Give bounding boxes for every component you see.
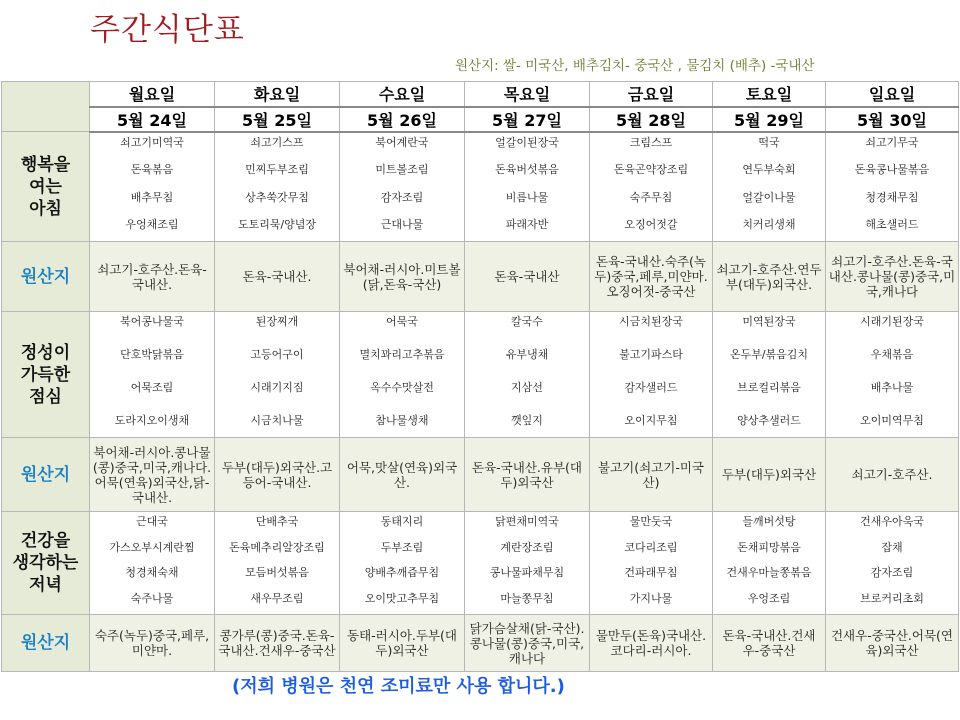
- origin-cell: 동태-러시아.두부(대두)외국산: [340, 615, 465, 672]
- origin-label: 원산지: [2, 242, 90, 312]
- date-header: 5월 30일: [826, 107, 959, 132]
- lunch-row: [2, 312, 959, 438]
- dinner-label: 건강을 생각하는 저녁: [2, 512, 90, 615]
- menu-cell: 크림스프 돈육곤약장조림 숙주무침 오징어젓갈: [590, 132, 713, 242]
- origin-label: 원산지: [2, 438, 90, 512]
- lunch-label: 정성이 가득한 점심: [2, 312, 90, 438]
- date-header: 5월 25일: [215, 107, 340, 132]
- date-header: 5월 24일: [90, 107, 215, 132]
- menu-cell: 동태지리 두부조림 양배추깨즙무침 오이맛고추무침: [340, 512, 465, 615]
- menu-cell: 닭편채미역국 계란장조림 콩나물파채무침 마늘쫑무침: [465, 512, 590, 615]
- day-header: 금요일: [590, 82, 713, 107]
- menu-cell: 근대국 가스오부시계란찜 청경채숙채 숙주나물: [90, 512, 215, 615]
- origin-cell: 쇠고기-호주산.돈육-국내산.: [90, 242, 215, 312]
- origin-cell: 두부(대두)외국산.고등어-국내산.: [215, 438, 340, 512]
- day-header: 월요일: [90, 82, 215, 107]
- menu-cell: 물만둣국 코다리조림 건파래무침 가지나물: [590, 512, 713, 615]
- day-header: 화요일: [215, 82, 340, 107]
- day-header: 수요일: [340, 82, 465, 107]
- date-header: 5월 29일: [713, 107, 826, 132]
- dinner-row: [2, 512, 959, 615]
- origin-cell: 물만두(돈육)국내산.코다리-러시아.: [590, 615, 713, 672]
- menu-cell: 칼국수 유부냉채 지삼선 깻잎지: [465, 312, 590, 438]
- origin-cell: 쇠고기-호주산.연두부(대두)외국산.: [713, 242, 826, 312]
- menu-cell: 얼갈이된장국 돈육버섯볶음 비름나물 파래자반: [465, 132, 590, 242]
- header-day-row: [2, 82, 959, 107]
- menu-cell: 떡국 연두부숙회 얼갈이나물 치커리생채: [713, 132, 826, 242]
- origin-cell: 쇠고기-호주산.돈육-국내산.콩나물(콩)중국,미국,캐나다: [826, 242, 959, 312]
- menu-cell: 건새우아욱국 잡채 감자조림 브로커리초회: [826, 512, 959, 615]
- origin-cell: 돈육-국내산: [465, 242, 590, 312]
- origin-cell: 콩가루(콩)중국.돈육-국내산.건새우-중국산: [215, 615, 340, 672]
- weekly-menu-table: [1, 81, 959, 672]
- origin-cell: 돈육-국내산.: [215, 242, 340, 312]
- menu-cell: 쇠고기무국 돈육콩나물볶음 청경채무침 해초샐러드: [826, 132, 959, 242]
- menu-cell: 어묵국 멸치꽈리고추볶음 옥수수맛살전 참나물생채: [340, 312, 465, 438]
- date-header: 5월 26일: [340, 107, 465, 132]
- origin-cell: 두부(대두)외국산: [713, 438, 826, 512]
- dinner-origin-row: [2, 615, 959, 672]
- origin-cell: 북어채-러시아.콩나물(콩)중국,미국,캐나다.어묵(연육)외국산,닭-국내산.: [90, 438, 215, 512]
- origin-cell: 돈육-국내산.유부(대두)외국산: [465, 438, 590, 512]
- header-corner: [2, 82, 90, 132]
- breakfast-label: 행복을 여는 아침: [2, 132, 90, 242]
- menu-cell: 북어콩나물국 단호박닭볶음 어묵조림 도라지오이생채: [90, 312, 215, 438]
- page-title: 주간식단표: [90, 12, 245, 48]
- menu-cell: 쇠고기스프 민찌두부조림 상추쑥갓무침 도토리묵/양념장: [215, 132, 340, 242]
- menu-cell: 시금치된장국 불고기파스타 감자샐러드 오이지무침: [590, 312, 713, 438]
- menu-cell: 쇠고기미역국 돈육볶음 배추무침 우엉채조림: [90, 132, 215, 242]
- day-header: 목요일: [465, 82, 590, 107]
- origin-cell: 닭가슴살채(닭-국산).콩나물(콩)중국,미국,캐나다: [465, 615, 590, 672]
- date-header: 5월 28일: [590, 107, 713, 132]
- origin-cell: 어묵,맛살(연육)외국산.: [340, 438, 465, 512]
- lunch-origin-row: [2, 438, 959, 512]
- footer-note: (저희 병원은 천연 조미료만 사용 합니다.): [232, 676, 565, 697]
- origin-cell: 쇠고기-호주산.: [826, 438, 959, 512]
- origin-cell: 건새우-중국산.어묵(연육)외국산: [826, 615, 959, 672]
- day-header: 일요일: [826, 82, 959, 107]
- menu-cell: 단배추국 돈육메추리알장조림 모듬버섯볶음 새우무조림: [215, 512, 340, 615]
- breakfast-origin-row: [2, 242, 959, 312]
- breakfast-row: [2, 132, 959, 242]
- origin-label: 원산지: [2, 615, 90, 672]
- origin-cell: 돈육-국내산.건새우-중국산: [713, 615, 826, 672]
- origin-note: 원산지: 쌀- 미국산, 배추김치- 중국산 , 물김치 (배추) -국내산: [455, 58, 815, 74]
- origin-cell: 불고기(쇠고기-미국산): [590, 438, 713, 512]
- header-date-row: [2, 107, 959, 132]
- menu-cell: 미역된장국 온두부/볶음김치 브로컬리볶음 양상추샐러드: [713, 312, 826, 438]
- origin-cell: 북어채-러시아.미트볼(닭,돈육-국산): [340, 242, 465, 312]
- menu-cell: 들깨버섯탕 돈채피망볶음 건새우마늘쫑볶음 우엉조림: [713, 512, 826, 615]
- day-header: 토요일: [713, 82, 826, 107]
- origin-cell: 돈육-국내산.숙주(녹두)중국,페루,미얀마.오징어젓-중국산: [590, 242, 713, 312]
- menu-cell: 북어계란국 미트볼조림 감자조림 근대나물: [340, 132, 465, 242]
- menu-cell: 시래기된장국 우채볶음 배추나물 오이미역무침: [826, 312, 959, 438]
- origin-cell: 숙주(녹두)중국,페루,미얀마.: [90, 615, 215, 672]
- date-header: 5월 27일: [465, 107, 590, 132]
- menu-cell: 된장찌개 고등어구이 시래기지짐 시금치나물: [215, 312, 340, 438]
